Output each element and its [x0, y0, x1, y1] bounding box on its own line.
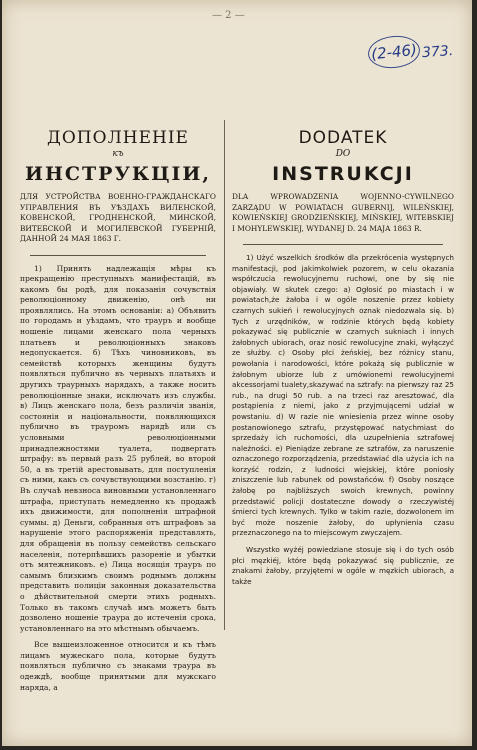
column-divider [224, 120, 225, 630]
polish-main-title: INSTRUKCJI [272, 163, 414, 185]
polish-rule [243, 244, 443, 245]
russian-column [20, 128, 216, 693]
polish-title: DODATEK [298, 128, 388, 148]
russian-rule [30, 255, 206, 256]
page-number: — 2 — [212, 10, 245, 21]
document-page [2, 0, 472, 746]
russian-paragraph-1: 1) Принять надлежащія мѣры къ прекращенію преступныхъ манифестацій, въ какомъ бы родѣ, для показанія сочувствія революціонному движенію, онѣ ни проявлялись. На этомъ основаніи: а) Объявить по городамъ и уѣздамъ, что трауръ и вообще ношеніе лицами женскаго пола черныхъ платьевъ и революціонныхъ знаковъ недопускается. б) Тѣхъ чиновниковъ, въ семействѣ которыхъ женщины будутъ появляться публично въ черныхъ платьяхъ и другихъ траурныхъ нарядахъ, а также носить революціонные знаки, исключать изъ службы. в) Лицъ женскаго пола, безъ различія званія, состоянія и національности, появляющихся публично въ трауромъ нарядѣ или съ условными революціонными принадлежностями туалета, подвергать штрафу: въ первый разъ 25 рублей, во второй 50, а въ третій арестовывать, для поступленія съ ними, какъ съ сочувствующими возстанію. г) Въ случаѣ невзноса виновными установленнаго штрафа, приступать немедленно къ продажѣ ихъ движимости, для пополненія штрафной суммы. д) Деньги, собранныя отъ штрафовъ за нарушеніе этого распоряженія представлять, для обращенія въ пользу семействъ сельскаго населенія, потерпѣвшихъ разореніе и убытки отъ мятежниковъ. е) Лица носящія трауръ по самымъ близкимъ своимъ роднымъ должны представить полиціи законныя доказательства о дѣйствительной смерти этихъ родныхъ. Только въ такомъ случаѣ имъ можетъ быть дозволено ношеніе траура до истеченія срока, установленнаго на это мѣстнымъ обычаемъ. [20, 263, 216, 633]
russian-paragraph-2: Все вышеизложенное относится и къ тѣмъ лицамъ мужескаго пола, которые будутъ появляться публично съ знаками траура въ одеждѣ, вообще принятыми для мужскаго наряда, а [20, 640, 216, 692]
polish-paragraph-2: Wszystko wyżéj powiedziane stosuje się i do tych osób płci męzkiéj, które będą pokazywać się publicznie, ze znakami żałoby, przyjętemi w ogóle w męzkich ubiorach, a także [232, 545, 454, 586]
polish-column [232, 128, 454, 587]
polish-preposition: DO [335, 149, 351, 159]
archive-number: 373. [421, 42, 454, 62]
russian-title: ДОПОЛНЕНІЕ [47, 128, 189, 148]
russian-subtitle: ДЛЯ УСТРОЙСТВА ВОЕННО-ГРАЖДАНСКАГО УПРАВЛЕНИЯ ВЪ УѢЗДАХЪ ВИЛЕНСКОЙ, КОВЕНСКОЙ, ГРОДНЕНСКОЙ, МИНСКОЙ, ВИТЕБСКОЙ И МОГИЛЕВСКОЙ ГУБЕРНІЙ, ДАННОЙ 24 МАЯ 1863 Г. [20, 192, 216, 243]
polish-subtitle: DLA WPROWADZENIA WOJENNO-CYWILNEGO ZARZĄDU W POWIATACH GUBERNIJ, WILEŃSKIEJ, KOWIEŃSKIEJ GRODZIEŃSKIEJ, MIŃSKIEJ, WITEBSKIEJ I MOHYLEWSKIEJ, WYDANEJ D. 24 MAJA 1863 R. [232, 192, 454, 233]
russian-preposition: къ [112, 149, 124, 159]
polish-paragraph-1: 1) Użyć wszelkich środków dla przekrócenia występnych manifestacji, pod jakimkolwiek pozorem, w celu okazania współczucia rewolucyjnemu ruchowi, one by się nie objawiały. W skutek czego: a) Ogłosić po miastach i w powiatach,że żałoba i w ogóle noszenie przez kobiety czarnych sukień i rewolucyjnych oznak niedozwala się. b) Tych z urzędników, w rodzinie których będą kobiety pokazywać się publicznie w czarnych sukniach i innych żałobnych ubiorach, oraz nosić rewolucyjne znaki, wyłączyć ze służby. c) Osoby płci żeńskiej, bez różnicy stanu, powołania i narodowości, które pokażą się publicznie w żałobnym ubiorze lub z umówionemi rewolucyjnemi akcessorjami tualety,skazywać na sztrafy: na pierwszy raz 25 rub., na drugi 50 rub. a na trzeci raz aresztować, dla postąpienia z niemi, jako z przyjmującemi udział w powstaniu. d) W razie nie wniesienia przez winne osoby postanowionego sztrafu, przystępować natychmiast do sprzedaży ich ruchomości, dla uzupełnienia sztrafowej należności. e) Pieniądze zebrane ze sztrafów, za naruszenie oznaczonego rozporządzenia, przedstawiać dla użycia ich na korzyść rodzin, z ludności wiejskiej, które poniosły zniszczenie lub rabunek od powstańców. f) Osoby noszące żałobę po najbliższych swoich krewnych, powinny przedstawić policji dostateczne dowody o rzeczywistéj śmierci tych krewnych. Tylko w takim razie, dozwolonem im być może noszenie żałoby, do upłynienia czasu przeznaczonego na to miejscowym zwyczajem. [232, 253, 454, 538]
russian-main-title: ИНСТРУКЦІИ, [25, 163, 211, 185]
archive-stamp: (2-46) [366, 33, 421, 70]
